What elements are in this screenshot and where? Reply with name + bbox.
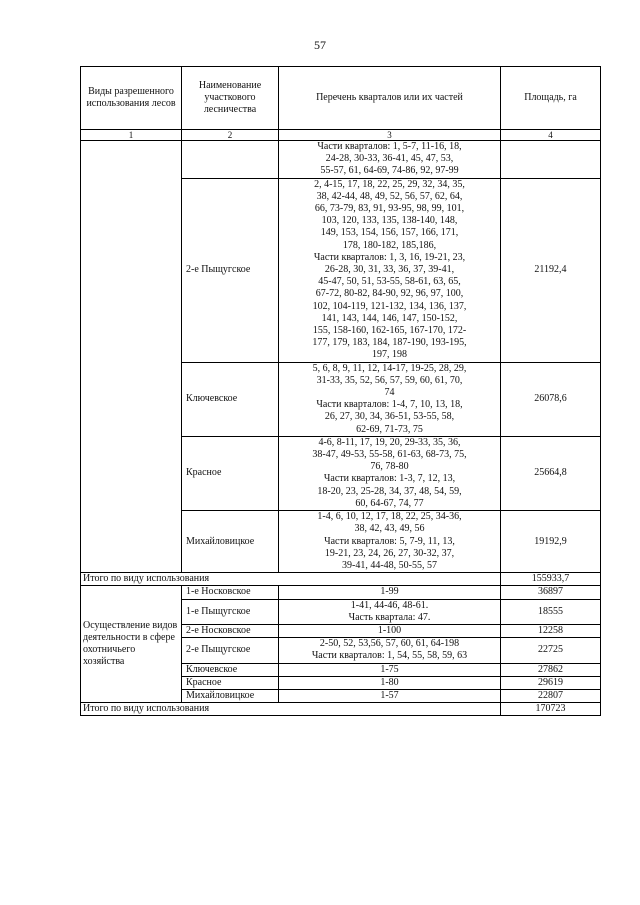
quarters-line: 45-47, 50, 51, 53-55, 58-61, 63, 65, — [318, 276, 461, 288]
quarters-line: 26-28, 30, 31, 33, 36, 37, 39-41, — [324, 264, 455, 276]
quarters-cell — [279, 638, 501, 663]
quarters-line: 38-47, 49-53, 55-58, 61-63, 68-73, 75, — [312, 449, 467, 461]
quarters-line: Части кварталов: 1, 3, 16, 19-21, 23, — [313, 251, 466, 263]
quarters-line: Части кварталов: 5, 7-9, 11, 13, — [324, 535, 455, 547]
forestry-cell: Красное — [182, 676, 279, 689]
area-cell: 27862 — [501, 663, 601, 676]
quarters-line: 1-75 — [380, 663, 399, 675]
forestry-cell: 2-е Носковское — [182, 624, 279, 637]
quarters-line: 67-72, 80-82, 84-90, 92, 96, 97, 100, — [315, 288, 464, 300]
quarters-line: 2-50, 52, 53,56, 57, 60, 61, 64-198 — [319, 638, 460, 650]
column-number: 4 — [501, 130, 601, 141]
quarters-line: 1-57 — [380, 689, 399, 701]
quarters-line: 24-28, 30-33, 36-41, 45, 47, 53, — [325, 153, 454, 165]
area-cell: 26078,6 — [501, 362, 601, 436]
forestry-cell: Красное — [182, 436, 279, 510]
total-label: Итого по виду использования — [81, 573, 501, 586]
quarters-line: Части кварталов: 1, 54, 55, 58, 59, 63 — [311, 650, 468, 662]
header-row — [81, 67, 601, 130]
quarters-cell — [279, 599, 501, 624]
quarters-line: 141, 143, 144, 146, 147, 150-152, — [321, 312, 458, 324]
quarters-line: 1-41, 44-46, 48-61. — [350, 599, 429, 611]
quarters-line: 74 — [384, 387, 395, 399]
quarters-line: 5, 6, 8, 9, 11, 12, 14-17, 19-25, 28, 29, — [312, 362, 467, 374]
quarters-line: 103, 120, 133, 135, 138-140, 148, — [321, 215, 458, 227]
quarters-line: 178, 180-182, 185,186, — [342, 239, 437, 251]
quarters-line: 39-41, 44-48, 50-55, 57 — [342, 559, 437, 571]
quarters-line: 4-6, 8-11, 17, 19, 20, 29-33, 35, 36, — [318, 436, 461, 448]
quarters-line: 102, 104-119, 121-132, 134, 136, 137, — [312, 300, 467, 312]
table-row — [81, 586, 601, 599]
area-cell: 36897 — [501, 586, 601, 599]
area-cell: 12258 — [501, 624, 601, 637]
area-cell: 25664,8 — [501, 436, 601, 510]
quarters-line: 177, 179, 183, 184, 187-190, 193-195, — [312, 337, 467, 349]
header-area: Площадь, га — [501, 67, 601, 130]
quarters-line: 38, 42-44, 48, 49, 52, 56, 57, 62, 64, — [316, 190, 463, 202]
forestry-cell: 2-е Пыщугское — [182, 638, 279, 663]
quarters-line: 1-80 — [380, 676, 399, 688]
quarters-cell — [279, 178, 501, 362]
forestry-cell: Михайловицкое — [182, 689, 279, 702]
column-number: 2 — [182, 130, 279, 141]
forestry-cell: Ключевское — [182, 362, 279, 436]
quarters-line: 149, 153, 154, 156, 157, 166, 171, — [320, 227, 459, 239]
forestry-cell — [182, 141, 279, 179]
quarters-cell — [279, 586, 501, 599]
total-label: Итого по виду использования — [81, 703, 501, 716]
forestry-cell: Ключевское — [182, 663, 279, 676]
quarters-line: 60, 64-67, 74, 77 — [355, 497, 424, 509]
area-cell: 18555 — [501, 599, 601, 624]
quarters-line: 19-21, 23, 24, 26, 27, 30-32, 37, — [324, 547, 455, 559]
column-number-row — [81, 130, 601, 141]
quarters-line: 31-33, 35, 52, 56, 57, 59, 60, 61, 70, — [316, 374, 463, 386]
quarters-line: 18-20, 23, 25-28, 34, 37, 48, 54, 59, — [317, 485, 462, 497]
use-type-cell: Осуществление видов деятельности в сфере охотничьего хозяйства — [81, 586, 182, 703]
quarters-line: Часть квартала: 47. — [348, 611, 431, 623]
quarters-line: 1-100 — [377, 624, 402, 636]
forest-use-table — [80, 66, 601, 716]
total-row — [81, 573, 601, 586]
quarters-cell — [279, 362, 501, 436]
quarters-line: 155, 158-160, 162-165, 167-170, 172- — [312, 325, 467, 337]
area-cell: 21192,4 — [501, 178, 601, 362]
quarters-line: 76, 78-80 — [370, 461, 409, 473]
page-number: 57 — [314, 38, 326, 52]
table-row — [81, 141, 601, 179]
area-cell: 22807 — [501, 689, 601, 702]
quarters-cell — [279, 624, 501, 637]
quarters-line: 66, 73-79, 83, 91, 93-95, 98, 99, 101, — [314, 203, 465, 215]
forestry-cell: 1-е Пыщугское — [182, 599, 279, 624]
quarters-cell — [279, 676, 501, 689]
quarters-line: Части кварталов: 1-3, 7, 12, 13, — [323, 473, 456, 485]
total-row — [81, 703, 601, 716]
use-type-cell — [81, 141, 182, 573]
quarters-line: 2, 4-15, 17, 18, 22, 25, 29, 32, 34, 35, — [314, 178, 465, 190]
quarters-line: 26, 27, 30, 34, 36-51, 53-55, 58, — [324, 411, 455, 423]
column-number: 1 — [81, 130, 182, 141]
header-use-type: Виды разрешенного использования лесов — [81, 67, 182, 130]
area-cell: 22725 — [501, 638, 601, 663]
quarters-line: 197, 198 — [372, 349, 407, 361]
forestry-cell: 2-е Пыщугское — [182, 178, 279, 362]
quarters-line: 55-57, 61, 64-69, 74-86, 92, 97-99 — [320, 165, 459, 177]
total-area: 155933,7 — [501, 573, 601, 586]
quarters-cell — [279, 663, 501, 676]
area-cell: 19192,9 — [501, 511, 601, 573]
column-number: 3 — [279, 130, 501, 141]
forestry-cell: Михайловицкое — [182, 511, 279, 573]
area-cell: 29619 — [501, 676, 601, 689]
header-forestry: Наименование участкового лесничества — [182, 67, 279, 130]
quarters-line: 1-99 — [380, 586, 399, 598]
quarters-cell — [279, 141, 501, 179]
quarters-line: Части кварталов: 1-4, 7, 10, 13, 18, — [316, 399, 463, 411]
total-area: 170723 — [501, 703, 601, 716]
header-quarters: Перечень кварталов или их частей — [279, 67, 501, 130]
quarters-cell — [279, 511, 501, 573]
quarters-line: 38, 42, 43, 49, 56 — [354, 523, 425, 535]
quarters-line: Части кварталов: 1, 5-7, 11-16, 18, — [317, 141, 462, 152]
quarters-line: 62-69, 71-73, 75 — [356, 423, 423, 435]
area-cell — [501, 141, 601, 179]
quarters-cell — [279, 689, 501, 702]
quarters-cell — [279, 436, 501, 510]
forestry-cell: 1-е Носковское — [182, 586, 279, 599]
quarters-line: 1-4, 6, 10, 12, 17, 18, 22, 25, 34-36, — [317, 511, 462, 523]
